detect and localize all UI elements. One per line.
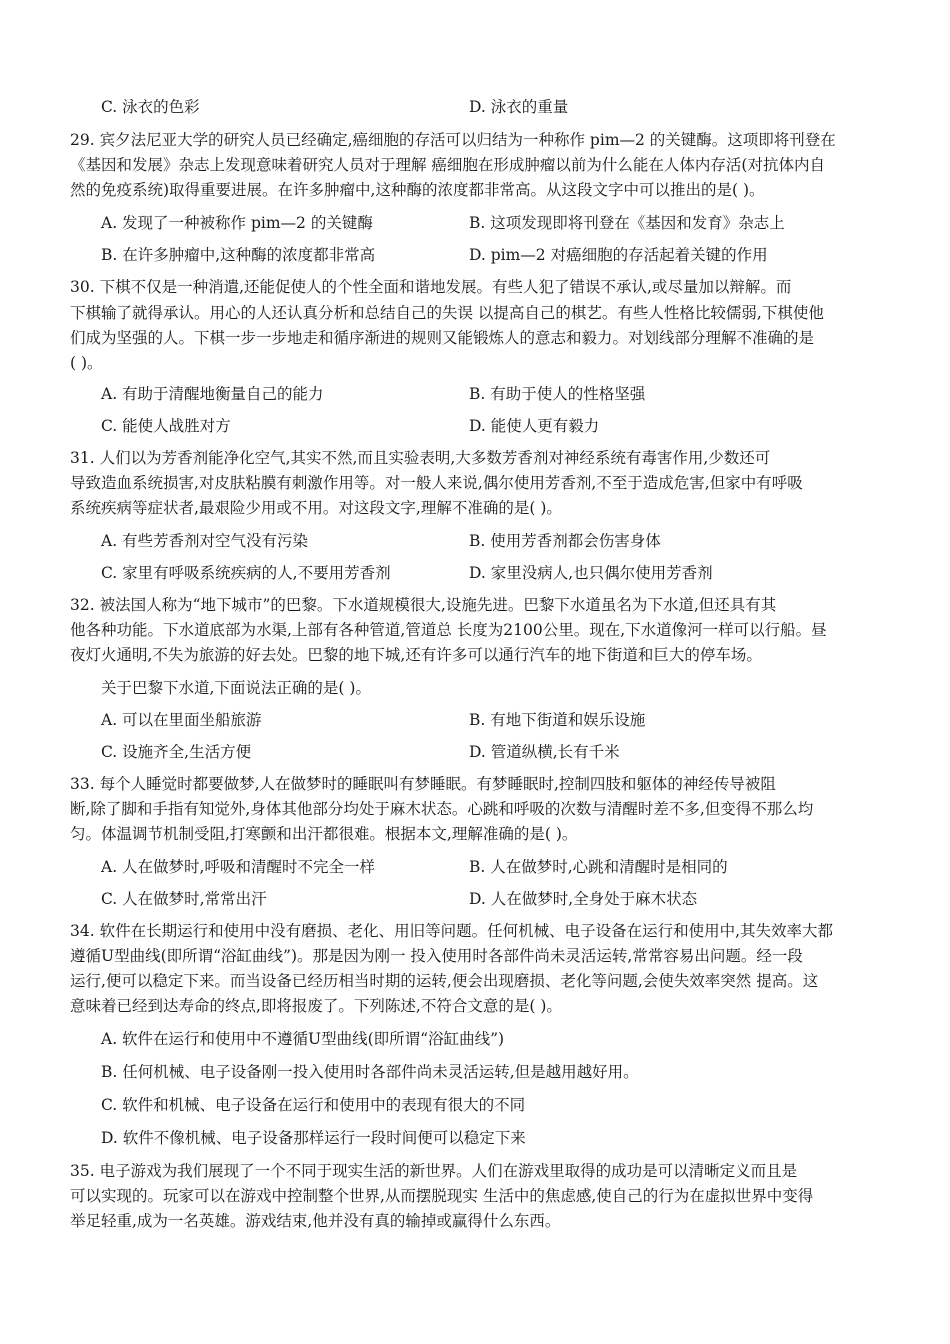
q30-text-line: 们成为坚强的人。下棋一步一步地走和循序渐进的规则又能锻炼人的意志和毅力。对划线部分理解不准确的是 [70, 329, 815, 347]
q33-text-line: 匀。体温调节机制受阻,打寒颤和出汗都很难。根据本文,理解准确的是( )。 [70, 825, 578, 843]
q32-text-line: 他各种功能。下水道底部为水渠,上部有各种管道,管道总 长度为2100公里。现在,下水道像河一样可以行船。昼 [70, 621, 827, 639]
q34-option-c: C. 软件和机械、电子设备在运行和使用中的表现有很大的不同 [101, 1096, 526, 1114]
q33-text-line: 33. 每个人睡觉时都要做梦,人在做梦时的睡眠叫有梦睡眠。有梦睡眠时,控制四肢和躯体的神经传导被阻 [70, 775, 776, 793]
q31-text-line: 系统疾病等症状者,最艰险少用或不用。对这段文字,理解不准确的是( )。 [70, 499, 562, 517]
q35-text-line: 举足轻重,成为一名英雄。游戏结束,他并没有真的输掉或赢得什么东西。 [70, 1212, 561, 1230]
q29-option-d: D. pim—2 对癌细胞的存活起着关键的作用 [469, 246, 768, 264]
q31-text-line: 31. 人们以为芳香剂能净化空气,其实不然,而且实验表明,大多数芳香剂对神经系统有毒害作用,少数还可 [70, 449, 771, 467]
q30-option-d: D. 能使人更有毅力 [469, 417, 600, 435]
q32-text-line: 32. 被法国人称为“地下城市”的巴黎。下水道规模很大,设施先进。巴黎下水道虽名为下水道,但还具有其 [70, 596, 777, 614]
q31-option-b: B. 使用芳香剂都会伤害身体 [469, 532, 661, 550]
q30-text-line: 30. 下棋不仅是一种消遣,还能促使人的个性全面和谐地发展。有些人犯了错误不承认,或尽量加以辩解。而 [70, 278, 792, 296]
q30-option-b: B. 有助于使人的性格坚强 [469, 385, 646, 403]
q30-text-line: ( )。 [70, 354, 103, 372]
q32-option-a: A. 可以在里面坐船旅游 [101, 711, 262, 729]
q29-option-c: B. 在许多肿瘤中,这种酶的浓度都非常高 [101, 246, 376, 264]
q28-option-c: C. 泳衣的色彩 [101, 98, 200, 116]
q34-option-b: B. 任何机械、电子设备刚一投入使用时各部件尚未灵活运转,但是越用越好用。 [101, 1063, 639, 1081]
q34-text-line: 34. 软件在长期运行和使用中没有磨损、老化、用旧等问题。任何机械、电子设备在运行和使用中,其失效率大都 [70, 922, 834, 940]
q31-option-c: C. 家里有呼吸系统疾病的人,不要用芳香剂 [101, 564, 391, 582]
q28-option-d: D. 泳衣的重量 [469, 98, 569, 116]
q30-text-line: 下棋输了就得承认。用心的人还认真分析和总结自己的失误 以提高自己的棋艺。有些人性格比较儒弱,下棋使他 [70, 304, 824, 322]
q32-option-b: B. 有地下街道和娱乐设施 [469, 711, 646, 729]
q32-option-c: C. 设施齐全,生活方便 [101, 743, 252, 761]
q29-option-a: A. 发现了一种被称作 pim—2 的关键酶 [101, 214, 373, 232]
q31-option-a: A. 有些芳香剂对空气没有污染 [101, 532, 309, 550]
q33-option-b: B. 人在做梦时,心跳和清醒时是相同的 [469, 858, 728, 876]
q32-question: 关于巴黎下水道,下面说法正确的是( )。 [101, 679, 371, 697]
q34-option-a: A. 软件在运行和使用中不遵循U型曲线(即所谓“浴缸曲线”) [101, 1030, 505, 1048]
q33-option-c: C. 人在做梦时,常常出汗 [101, 890, 267, 908]
q34-text-line: 运行,便可以稳定下来。而当设备已经历相当时期的运转,便会出现磨损、老化等问题,会使失效率突然 提高。这 [70, 972, 819, 990]
q34-option-d: D. 软件不像机械、电子设备那样运行一段时间便可以稳定下来 [101, 1129, 526, 1147]
q30-option-c: C. 能使人战胜对方 [101, 417, 231, 435]
q33-option-d: D. 人在做梦时,全身处于麻木状态 [469, 890, 698, 908]
q35-text-line: 可以实现的。玩家可以在游戏中控制整个世界,从而摆脱现实 生活中的焦虑感,使自己的行为在虚拟世界中变得 [70, 1187, 814, 1205]
q33-text-line: 断,除了脚和手指有知觉外,身体其他部分均处于麻木状态。心跳和呼吸的次数与清醒时差不多,但变得不那么均 [70, 800, 814, 818]
q29-text-line: 29. 宾夕法尼亚大学的研究人员已经确定,癌细胞的存活可以归结为一种称作 pim—2 的关键酶。这项即将刊登在 [70, 131, 836, 149]
q30-option-a: A. 有助于清醒地衡量自己的能力 [101, 385, 324, 403]
q35-text-line: 35. 电子游戏为我们展现了一个不同于现实生活的新世界。人们在游戏里取得的成功是可以清晰定义而且是 [70, 1162, 798, 1180]
q32-text-line: 夜灯火通明,不失为旅游的好去处。巴黎的地下城,还有许多可以通行汽车的地下街道和巨大的停车场。 [70, 646, 762, 664]
q29-text-line: 《基因和发展》杂志上发现意味着研究人员对于理解 癌细胞在形成肿瘤以前为什么能在人体内存活(对抗体内自 [70, 156, 825, 174]
q34-text-line: 遵循U型曲线(即所谓“浴缸曲线”)。那是因为刚一 投入使用时各部件尚未灵活运转,常常容易出问题。经一段 [70, 947, 803, 965]
q31-option-d: D. 家里没病人,也只偶尔使用芳香剂 [469, 564, 713, 582]
q32-option-d: D. 管道纵横,长有千米 [469, 743, 620, 761]
q33-option-a: A. 人在做梦时,呼吸和清醒时不完全一样 [101, 858, 375, 876]
q29-option-b: B. 这项发现即将刊登在《基因和发育》杂志上 [469, 214, 785, 232]
q34-text-line: 意味着已经到达寿命的终点,即将报废了。下列陈述,不符合文意的是( )。 [70, 997, 562, 1015]
q29-text-line: 然的免疫系统)取得重要进展。在许多肿瘤中,这种酶的浓度都非常高。从这段文字中可以推出的是( )。 [70, 181, 765, 199]
q31-text-line: 导致造血系统损害,对皮肤粘膜有刺激作用等。对一般人来说,偶尔使用芳香剂,不至于造成危害,但家中有呼吸 [70, 474, 803, 492]
